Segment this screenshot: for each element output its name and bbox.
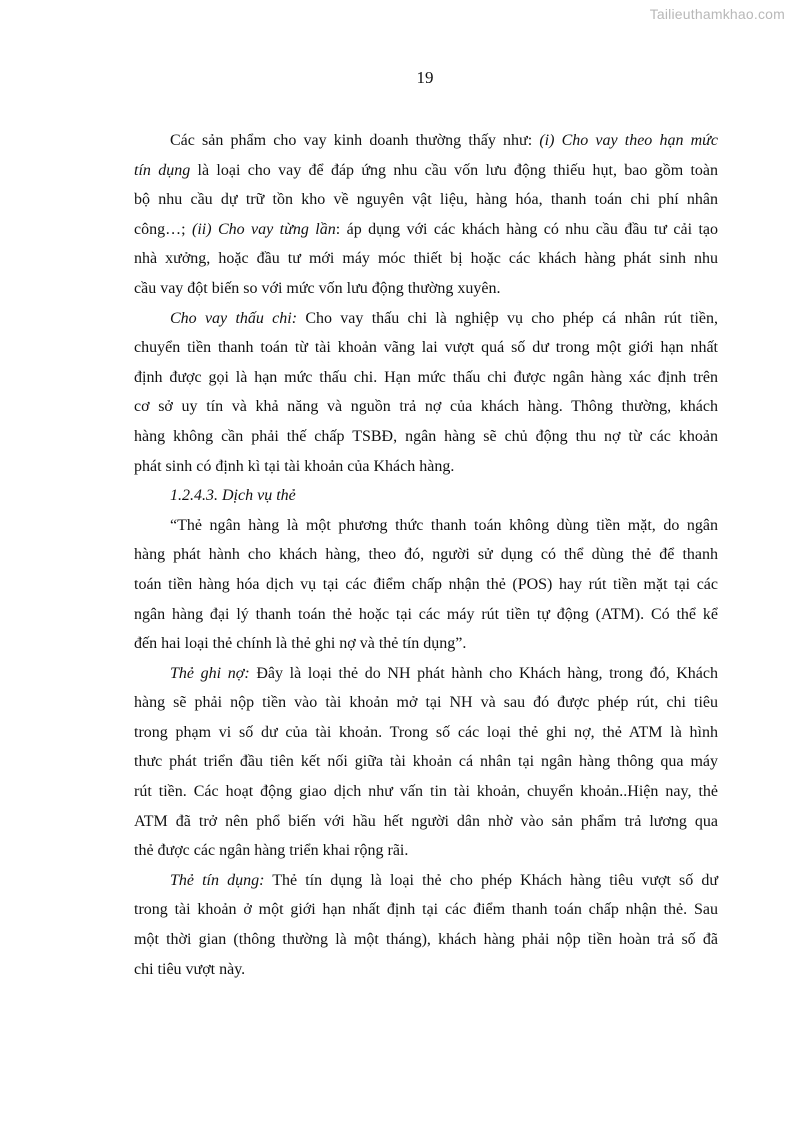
text-line <box>134 304 718 334</box>
text-line <box>134 215 718 245</box>
text-segment: hàng không cần phải thế chấp TSBĐ, ngân hàng sẽ chủ động thu nợ từ các khoản <box>134 427 718 445</box>
text-segment: hàng phát hành cho khách hàng, theo đó, người sử dụng có thể dùng thẻ để thanh <box>134 546 718 564</box>
text-segment: rút tiền. Các hoạt động giao dịch như vấn tin tài khoản, chuyển khoản..Hiện nay, thẻ <box>134 783 718 801</box>
italic-text: Thẻ tín dụng: <box>170 871 265 889</box>
text-segment: “Thẻ ngân hàng là một phương thức thanh toán không dùng tiền mặt, do ngân <box>170 516 718 534</box>
italic-text: Thẻ ghi nợ: <box>170 664 250 682</box>
italic-text: (ii) Cho vay từng lần <box>191 220 336 238</box>
text-line <box>134 955 718 985</box>
italic-text: tín dụng <box>134 161 191 179</box>
text-line <box>134 866 718 896</box>
text-line <box>134 600 718 630</box>
text-segment: công…; <box>134 220 192 238</box>
text-line <box>134 185 718 215</box>
text-line <box>134 895 718 925</box>
text-line <box>134 244 718 274</box>
paragraph <box>134 866 718 984</box>
italic-text: (i) Cho vay theo hạn mức <box>539 132 718 149</box>
paragraph <box>134 481 718 511</box>
text-segment: một thời gian (thông thường là một tháng), khách hàng phải nộp tiền hoàn trả số đã <box>134 931 718 949</box>
text-line <box>134 570 718 600</box>
italic-text: 1.2.4.3. Dịch vụ thẻ <box>170 487 296 505</box>
text-segment: cầu vay đột biến so với mức vốn lưu động thường xuyên. <box>134 279 501 297</box>
text-line <box>134 452 718 482</box>
text-segment: phát sinh có định kì tại tài khoản của Khách hàng. <box>134 457 455 475</box>
paragraph <box>134 659 718 866</box>
text-segment: : áp dụng với các khách hàng có nhu cầu đầu tư cải tạo <box>335 220 719 238</box>
text-segment: Thẻ tín dụng là loại thẻ cho phép Khách hàng tiêu vượt số dư <box>264 871 719 889</box>
text-segment: Các sản phẩm cho vay kinh doanh thường thấy như: <box>170 132 540 149</box>
paragraph <box>134 126 718 304</box>
text-line <box>134 333 718 363</box>
text-segment: ATM đã trở nên phổ biến với hầu hết người dân nhờ vào sản phẩm trả lương qua <box>134 812 718 830</box>
text-segment: trong phạm vi số dư của tài khoản. Trong số các loại thẻ ghi nợ, thẻ ATM là hình <box>134 723 718 741</box>
text-line <box>134 688 718 718</box>
text-line <box>134 511 718 541</box>
paragraph <box>134 304 718 482</box>
text-line <box>134 747 718 777</box>
page-number: 19 <box>416 68 434 87</box>
text-line <box>134 659 718 689</box>
text-line <box>134 126 718 156</box>
text-line <box>134 156 718 186</box>
text-line <box>134 807 718 837</box>
text-segment: định được gọi là hạn mức thấu chi. Hạn mức thấu chi được ngân hàng xác định trên <box>134 368 718 386</box>
text-segment: ngân hàng đại lý thanh toán thẻ hoặc tại các máy rút tiền tự động (ATM). Có thể kể <box>134 605 718 623</box>
text-line <box>134 718 718 748</box>
document-body <box>134 126 718 984</box>
italic-text: Cho vay thấu chi: <box>170 309 298 327</box>
watermark: Tailieuthamkhao.com <box>649 6 785 22</box>
text-segment: trong tài khoản ở một giới hạn nhất định tại các điểm thanh toán chấp nhận thẻ. Sau <box>134 901 718 919</box>
text-segment: nhà xưởng, hoặc đầu tư mới máy móc thiết bị hoặc các khách hàng phát sinh nhu <box>134 250 718 268</box>
text-segment: bộ nhu cầu dự trữ tồn kho về nguyên vật liệu, hàng hóa, thanh toán chi phí nhân <box>134 191 718 209</box>
text-line <box>134 422 718 452</box>
text-line <box>134 777 718 807</box>
text-segment: đến hai loại thẻ chính là thẻ ghi nợ và thẻ tín dụng”. <box>134 635 467 653</box>
text-line <box>134 392 718 422</box>
text-segment: hàng sẽ phải nộp tiền vào tài khoản mở tại NH và sau đó được phép rút, chi tiêu <box>134 694 718 712</box>
text-segment: Đây là loại thẻ do NH phát hành cho Khách hàng, trong đó, Khách <box>249 664 718 682</box>
text-segment: toán tiền hàng hóa dịch vụ tại các điểm chấp nhận thẻ (POS) hay rút tiền mặt tại các <box>134 575 718 593</box>
text-segment: chi tiêu vượt này. <box>134 960 246 978</box>
text-segment: thưc phát triển đầu tiên kết nối giữa tài khoản cá nhân tại ngân hàng thông qua máy <box>134 753 718 771</box>
text-line <box>134 363 718 393</box>
text-segment: Cho vay thấu chi là nghiệp vụ cho phép cá nhân rút tiền, <box>297 309 719 327</box>
text-line <box>134 836 718 866</box>
text-line <box>134 540 718 570</box>
text-segment: chuyển tiền thanh toán từ tài khoản vãng lai vượt quá số dư trong một giới hạn nhất <box>134 339 718 357</box>
text-line <box>134 274 718 304</box>
text-segment: cơ sở uy tín và khả năng và nguồn trả nợ của khách hàng. Thông thường, khách <box>134 398 718 416</box>
text-segment: thẻ được các ngân hàng triển khai rộng rãi. <box>134 842 409 860</box>
text-segment: là loại cho vay để đáp ứng nhu cầu vốn lưu động thiếu hụt, bao gồm toàn <box>190 161 719 179</box>
text-line <box>134 481 718 511</box>
paragraph <box>134 511 718 659</box>
text-line <box>134 629 718 659</box>
text-line <box>134 925 718 955</box>
